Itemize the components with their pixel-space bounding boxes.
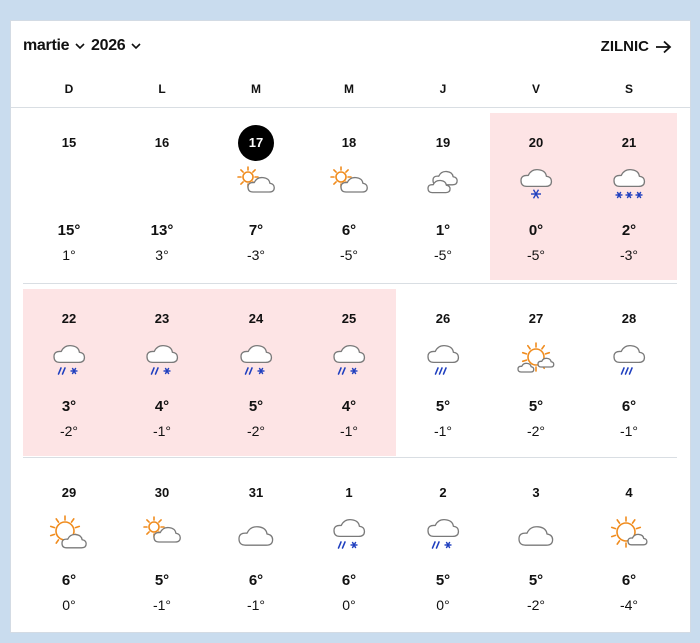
week-divider (23, 283, 677, 284)
weekday-label: V (531, 82, 540, 96)
calendar-day-cell[interactable] (397, 113, 489, 283)
low-temperature: -5° (526, 247, 546, 263)
rain-snow-icon (328, 339, 370, 381)
cloudy-icon (422, 163, 464, 205)
sun-cloud-icon (48, 513, 90, 555)
day-number: 25 (341, 311, 357, 326)
high-temperature: 5° (528, 398, 544, 415)
sun-small-cloud-icon (608, 513, 650, 555)
light-snow-icon (515, 163, 557, 205)
calendar-day-cell[interactable] (210, 463, 302, 633)
low-temperature: -1° (152, 423, 172, 439)
calendar-day-cell[interactable] (490, 113, 582, 283)
divider (11, 107, 690, 108)
calendar-header (11, 21, 690, 71)
high-temperature: 4° (154, 398, 170, 415)
low-temperature: -5° (339, 247, 359, 263)
low-temperature: -3° (619, 247, 639, 263)
weather-calendar-card (10, 20, 691, 633)
high-temperature: 5° (248, 398, 264, 415)
weekday-label: L (158, 82, 166, 96)
high-temperature: 0° (528, 222, 544, 239)
high-temperature: 5° (154, 572, 170, 589)
day-number: 22 (61, 311, 77, 326)
day-number: 3 (532, 485, 540, 500)
high-temperature: 5° (435, 572, 451, 589)
partly-cloudy-icon (328, 163, 370, 205)
day-number: 16 (154, 135, 170, 150)
cloud-icon (235, 513, 277, 555)
high-temperature: 6° (248, 572, 264, 589)
high-temperature: 1° (435, 222, 451, 239)
day-number: 20 (528, 135, 544, 150)
arrow-right-icon (655, 40, 672, 54)
day-number: 28 (621, 311, 637, 326)
low-temperature: -1° (339, 423, 359, 439)
rain-snow-icon (422, 513, 464, 555)
calendar-day-cell[interactable] (583, 113, 675, 283)
high-temperature: 13° (150, 222, 174, 239)
day-number: 4 (625, 485, 633, 500)
rain-icon (422, 339, 464, 381)
today-date-badge: 17 (238, 125, 274, 161)
chevron-down-icon (74, 40, 86, 52)
weekday-label: M (344, 82, 354, 96)
daily-label: ZILNIC (600, 38, 649, 55)
low-temperature: -5° (433, 247, 453, 263)
year-label: 2026 (91, 37, 126, 54)
daily-view-link[interactable] (601, 38, 672, 55)
calendar-day-cell[interactable] (397, 463, 489, 633)
high-temperature: 7° (248, 222, 264, 239)
calendar-day-cell[interactable] (303, 289, 395, 459)
low-temperature: -1° (152, 597, 172, 613)
partly-cloudy-icon (141, 513, 183, 555)
day-number: 29 (61, 485, 77, 500)
high-temperature: 6° (61, 572, 77, 589)
calendar-day-cell[interactable] (116, 289, 208, 459)
low-temperature: -2° (526, 597, 546, 613)
calendar-day-cell[interactable] (583, 289, 675, 459)
month-selector[interactable] (23, 37, 86, 55)
calendar-day-cell[interactable] (210, 113, 302, 283)
low-temperature: 0° (436, 597, 450, 613)
day-number: 24 (248, 311, 264, 326)
calendar-day-cell[interactable] (303, 113, 395, 283)
high-temperature: 2° (621, 222, 637, 239)
low-temperature: -2° (526, 423, 546, 439)
low-temperature: 1° (62, 247, 76, 263)
rain-snow-icon (328, 513, 370, 555)
day-number: 1 (345, 485, 353, 500)
day-number: 27 (528, 311, 544, 326)
high-temperature: 5° (528, 572, 544, 589)
low-temperature: -3° (246, 247, 266, 263)
day-number: 21 (621, 135, 637, 150)
calendar-day-cell[interactable] (116, 463, 208, 633)
low-temperature: -2° (59, 423, 79, 439)
month-label: martie (23, 37, 70, 54)
chevron-down-icon (130, 40, 142, 52)
high-temperature: 6° (341, 572, 357, 589)
calendar-day-cell[interactable] (116, 113, 208, 283)
heavy-snow-icon (608, 163, 650, 205)
year-selector[interactable] (91, 37, 142, 55)
low-temperature: 3° (155, 247, 169, 263)
high-temperature: 15° (57, 222, 81, 239)
day-number: 26 (435, 311, 451, 326)
day-number: 18 (341, 135, 357, 150)
partly-cloudy-icon (235, 163, 277, 205)
rain-snow-icon (48, 339, 90, 381)
day-number: 15 (61, 135, 77, 150)
rain-icon (608, 339, 650, 381)
day-number: 30 (154, 485, 170, 500)
calendar-day-cell[interactable] (210, 289, 302, 459)
calendar-day-cell[interactable] (490, 289, 582, 459)
day-number: 31 (248, 485, 264, 500)
cloud-icon (515, 513, 557, 555)
low-temperature: -2° (246, 423, 266, 439)
mostly-sunny-icon (515, 339, 557, 381)
calendar-day-cell[interactable] (397, 289, 489, 459)
high-temperature: 3° (61, 398, 77, 415)
calendar-day-cell[interactable] (23, 463, 115, 633)
weekday-label: D (64, 82, 74, 96)
calendar-day-cell[interactable] (303, 463, 395, 633)
high-temperature: 5° (435, 398, 451, 415)
day-number: 19 (435, 135, 451, 150)
calendar-day-cell[interactable] (23, 113, 115, 283)
low-temperature: -1° (246, 597, 266, 613)
weekday-label: J (439, 82, 447, 96)
high-temperature: 4° (341, 398, 357, 415)
low-temperature: -4° (619, 597, 639, 613)
calendar-day-cell[interactable] (23, 289, 115, 459)
calendar-day-cell[interactable] (490, 463, 582, 633)
low-temperature: 0° (342, 597, 356, 613)
rain-snow-icon (141, 339, 183, 381)
weekday-header (11, 71, 690, 107)
low-temperature: 0° (62, 597, 76, 613)
high-temperature: 6° (621, 572, 637, 589)
low-temperature: -1° (433, 423, 453, 439)
weekday-label: S (624, 82, 633, 96)
low-temperature: -1° (619, 423, 639, 439)
weekday-label: M (251, 82, 261, 96)
high-temperature: 6° (341, 222, 357, 239)
high-temperature: 6° (621, 398, 637, 415)
calendar-day-cell[interactable] (583, 463, 675, 633)
day-number: 23 (154, 311, 170, 326)
day-number: 2 (439, 485, 447, 500)
rain-snow-icon (235, 339, 277, 381)
